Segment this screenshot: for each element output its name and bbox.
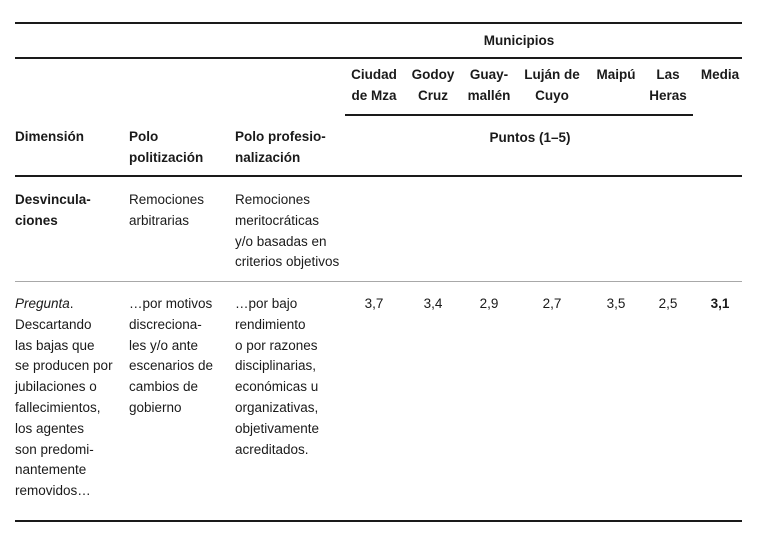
section-divider-rule — [15, 281, 742, 282]
col-header-media: Media — [700, 67, 740, 82]
col-header-polo-politizacion: Polo politización — [129, 129, 204, 165]
value-guaymallen: 2,9 — [479, 296, 499, 311]
col-header-dimension: Dimensión — [15, 129, 85, 144]
value-media: 3,1 — [710, 296, 730, 311]
col-header-guaymallen: Guay- mallén — [467, 67, 511, 103]
header-bottom-rule — [15, 175, 742, 177]
top-rule — [15, 22, 742, 24]
municipios-columns-rule — [345, 114, 693, 116]
question-polo-politizacion: …por motivos discreciona- les y/o ante escenarios de cambios de gobierno — [129, 296, 214, 415]
municipios-rule — [15, 57, 742, 59]
col-header-las-heras: Las Heras — [649, 67, 687, 103]
section-dimension: Desvincula- ciones — [15, 192, 91, 228]
col-header-puntos: Puntos (1–5) — [489, 130, 571, 145]
value-maipu: 3,5 — [606, 296, 626, 311]
col-header-lujan-de-cuyo: Luján de Cuyo — [524, 67, 580, 103]
col-header-maipu: Maipú — [596, 67, 636, 82]
col-header-ciudad-de-mza: Ciudad de Mza — [351, 67, 397, 103]
question-polo-profesionalizacion: …por bajo rendimiento o por razones disciplinarias, económicas u organizativas, objetivamente acreditados. — [235, 296, 320, 457]
section-polo-profesionalizacion: Remociones meritocráticas y/o basadas en criterios objetivos — [235, 192, 340, 270]
group-header-municipios: Municipios — [483, 33, 555, 48]
col-header-godoy-cruz: Godoy Cruz — [411, 67, 455, 103]
value-las-heras: 2,5 — [658, 296, 678, 311]
section-polo-politizacion: Remociones arbitrarias — [129, 192, 205, 228]
bottom-rule — [15, 520, 742, 522]
question-label: Pregunta — [15, 296, 70, 311]
value-ciudad-de-mza: 3,7 — [364, 296, 384, 311]
question-text: Pregunta. Descartando las bajas que se producen por jubilaciones o fallecimientos, los agentes son predomi- nantemente removidos… — [15, 296, 113, 499]
value-lujan-de-cuyo: 2,7 — [542, 296, 562, 311]
value-godoy-cruz: 3,4 — [423, 296, 443, 311]
col-header-polo-profesionalizacion: Polo profesio- nalización — [235, 129, 326, 165]
